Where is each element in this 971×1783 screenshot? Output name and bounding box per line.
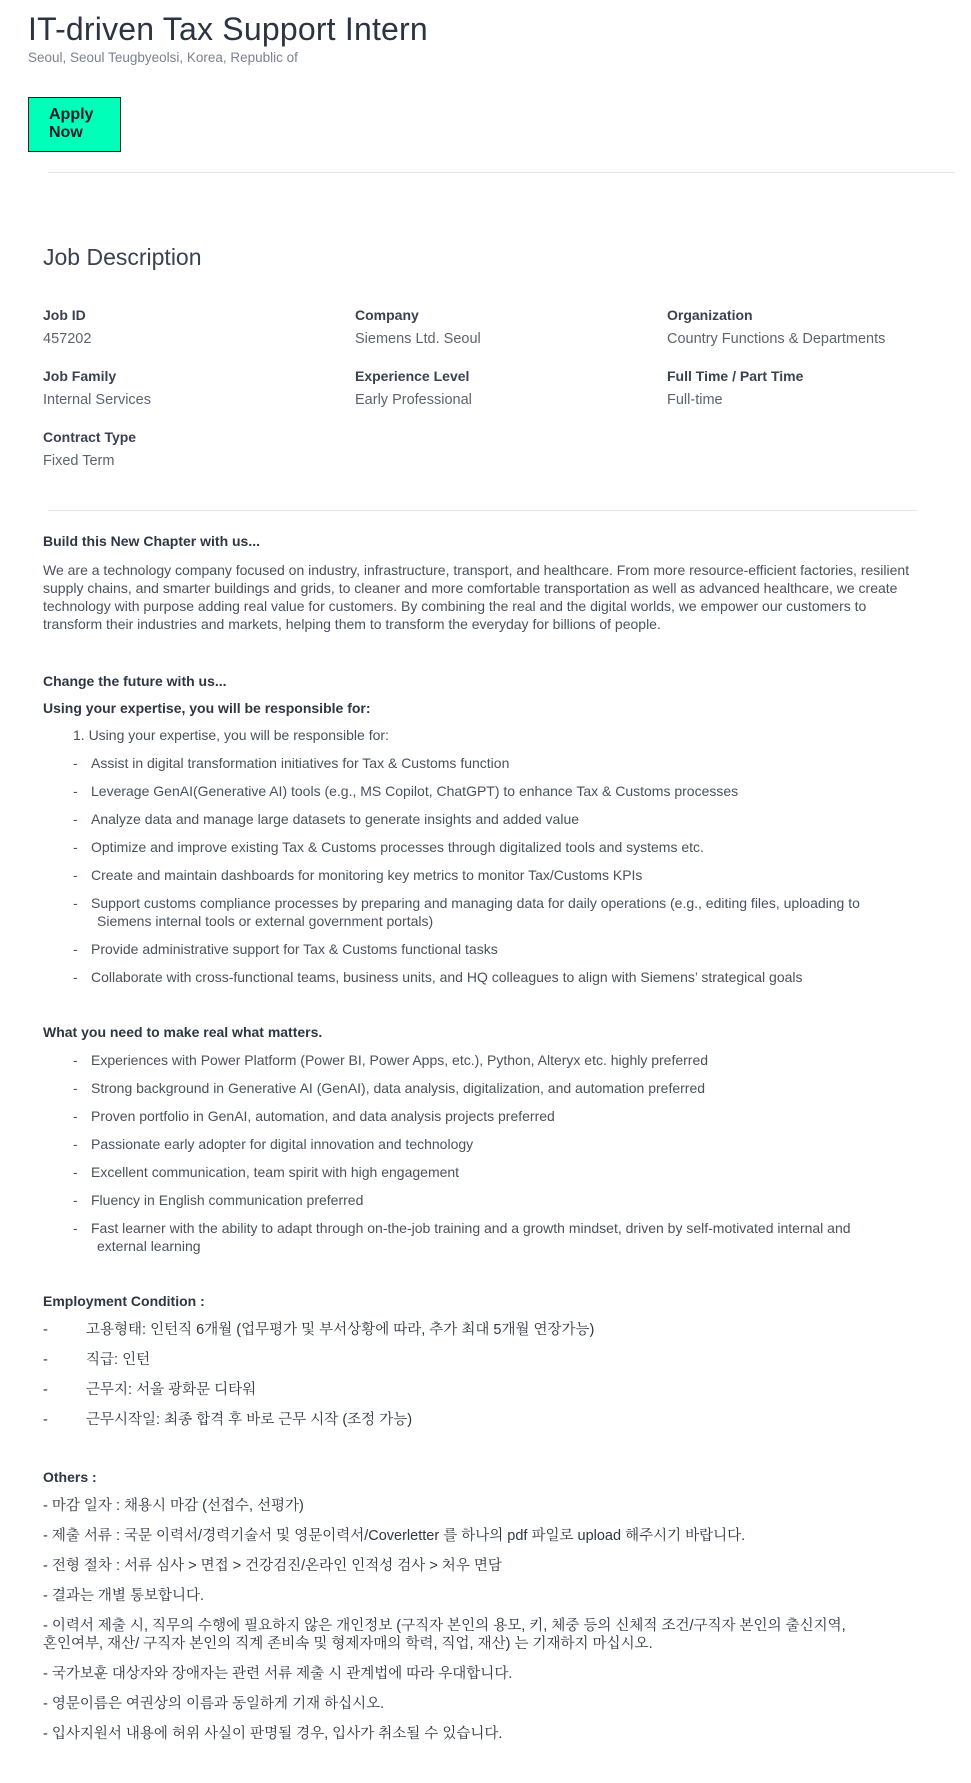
future-section <box>43 673 928 986</box>
list-item: - 고용형태: 인턴직 6개월 (업무평가 및 부서상황에 따라, 추가 최대 5개월 연장가능) <box>43 1321 928 1339</box>
list-item: - 근무지: 서울 광화문 디타워 <box>43 1381 928 1399</box>
future-numbered-list <box>43 726 928 744</box>
list-item: - Provide administrative support for Tax & Customs functional tasks <box>43 940 928 958</box>
others-line: - 마감 일자 : 채용시 마감 (선접수, 선평가) <box>43 1498 304 1514</box>
job-meta-grid <box>43 307 928 470</box>
meta-value: Country Functions & Departments <box>667 331 886 347</box>
list-item: - Analyze data and manage large datasets to generate insights and added value <box>43 810 928 828</box>
others-line-text: - 이력서 제출 시, 직무의 수행에 필요하지 않은 개인정보 (구직자 본인의 용모, 키, 체중 등의 신체적 조건/구직자 본인의 출신지역, <box>43 1618 846 1634</box>
list-item: - Proven portfolio in GenAI, automation, and data analysis projects preferred <box>43 1107 928 1125</box>
meta-label: Full Time / Part Time <box>667 368 804 384</box>
others-line: - 전형 절차 : 서류 심사 > 면접 > 건강검진/온라인 인적성 검사 > 처우 면담 <box>43 1558 502 1574</box>
meta-value: Internal Services <box>43 392 151 408</box>
meta-value: Early Professional <box>355 392 472 408</box>
meta-contract-type <box>43 429 355 470</box>
list-item: - Passionate early adopter for digital innovation and technology <box>43 1135 928 1153</box>
list-item: - 근무시작일: 최종 합격 후 바로 근무 시작 (조정 가능) <box>43 1411 928 1429</box>
meta-job-id <box>43 307 355 348</box>
job-body <box>0 533 971 1743</box>
job-content <box>0 243 971 470</box>
others-heading: Others : <box>43 1469 97 1485</box>
others-line <box>43 1617 928 1653</box>
employment-section <box>43 1293 928 1429</box>
meta-value: Full-time <box>667 392 723 408</box>
meta-value: Siemens Ltd. Seoul <box>355 331 481 347</box>
list-item <box>43 1219 928 1255</box>
meta-job-family <box>43 368 355 409</box>
list-item: - Collaborate with cross-functional teams, business units, and HQ colleagues to align with Siemens’ strategical goals <box>43 968 928 986</box>
meta-label: Company <box>355 307 419 323</box>
meta-full-part-time <box>667 368 971 409</box>
numbered-item: 1. Using your expertise, you will be responsible for: <box>73 727 389 743</box>
list-item: - Optimize and improve existing Tax & Customs processes through digitalized tools and systems etc. <box>43 838 928 856</box>
others-line: - 제출 서류 : 국문 이력서/경력기술서 및 영문이력서/Coverletter 를 하나의 pdf 파일로 upload 해주시기 바랍니다. <box>43 1528 746 1544</box>
list-item: - Assist in digital transformation initiatives for Tax & Customs function <box>43 754 928 772</box>
list-item-continuation: Siemens internal tools or external government portals) <box>97 913 434 929</box>
others-line: - 입사지원서 내용에 허위 사실이 판명될 경우, 입사가 취소될 수 있습니다. <box>43 1726 503 1742</box>
list-item: - Experiences with Power Platform (Power BI, Power Apps, etc.), Python, Alteryx etc. highly preferred <box>43 1051 928 1069</box>
employment-list <box>43 1321 928 1429</box>
meta-organization <box>667 307 971 348</box>
meta-label: Experience Level <box>355 368 470 384</box>
need-heading: What you need to make real what matters. <box>43 1024 323 1040</box>
meta-label: Job ID <box>43 307 86 323</box>
meta-value: 457202 <box>43 331 92 347</box>
list-item: - Create and maintain dashboards for monitoring key metrics to monitor Tax/Customs KPIs <box>43 866 928 884</box>
chapter-section <box>43 533 928 633</box>
meta-experience-level <box>355 368 667 409</box>
future-heading: Change the future with us... <box>43 673 227 689</box>
list-item: - Fluency in English communication preferred <box>43 1191 928 1209</box>
list-item: - 직급: 인턴 <box>43 1351 928 1369</box>
meta-value: Fixed Term <box>43 453 115 469</box>
list-item-text: Fast learner with the ability to adapt through on-the-job training and a growth mindset, driven by self-motivated internal and <box>91 1220 851 1236</box>
responsibilities-list <box>43 754 928 986</box>
list-item-continuation: external learning <box>97 1238 201 1254</box>
list-item: - Strong background in Generative AI (GenAI), data analysis, digitalization, and automation preferred <box>43 1079 928 1097</box>
chapter-heading: Build this New Chapter with us... <box>43 533 261 549</box>
meta-divider <box>48 510 917 511</box>
meta-label: Organization <box>667 307 753 323</box>
others-line: - 영문이름은 여권상의 이름과 동일하게 기재 하십시오. <box>43 1696 385 1712</box>
meta-label: Contract Type <box>43 429 137 445</box>
apply-now-button[interactable]: Apply Now <box>28 97 121 152</box>
list-item <box>43 894 928 930</box>
header-divider <box>48 172 955 173</box>
chapter-paragraph: We are a technology company focused on industry, infrastructure, transport, and healthcare. From more resource-efficient factories, resilient supply chains, and smarter buildings and grids, to cleaner and more comfortable transportation as well as advanced healthcare, we create technology with purpose adding real value for customers. By combining the real and the digital worlds, we empower our customers to transform their industries and markets, helping them to transform the everyday for billions of people. <box>43 562 910 632</box>
others-line-continuation: 혼인여부, 재산/ 구직자 본인의 직계 존비속 및 형제자매의 학력, 직업, 재산) 는 기재하지 마십시오. <box>43 1636 653 1652</box>
others-section <box>43 1469 928 1743</box>
future-subheading: Using your expertise, you will be responsible for: <box>43 700 371 716</box>
others-list <box>43 1497 928 1743</box>
others-line: - 결과는 개별 통보합니다. <box>43 1588 205 1604</box>
job-header <box>0 0 971 152</box>
list-item-text: Support customs compliance processes by preparing and managing data for daily operations (e.g., editing files, uploading to <box>91 895 860 911</box>
requirements-list <box>43 1051 928 1255</box>
job-location: Seoul, Seoul Teugbyeolsi, Korea, Republic of <box>28 50 298 65</box>
section-title-job-description: Job Description <box>43 244 202 270</box>
job-title: IT-driven Tax Support Intern <box>28 11 428 47</box>
list-item: - Leverage GenAI(Generative AI) tools (e.g., MS Copilot, ChatGPT) to enhance Tax & Customs processes <box>43 782 928 800</box>
meta-company <box>355 307 667 348</box>
others-line: - 국가보훈 대상자와 장애자는 관련 서류 제출 시 관계법에 따라 우대합니다. <box>43 1666 513 1682</box>
need-section <box>43 1024 928 1255</box>
employment-heading: Employment Condition : <box>43 1293 205 1309</box>
list-item: - Excellent communication, team spirit with high engagement <box>43 1163 928 1181</box>
meta-label: Job Family <box>43 368 117 384</box>
